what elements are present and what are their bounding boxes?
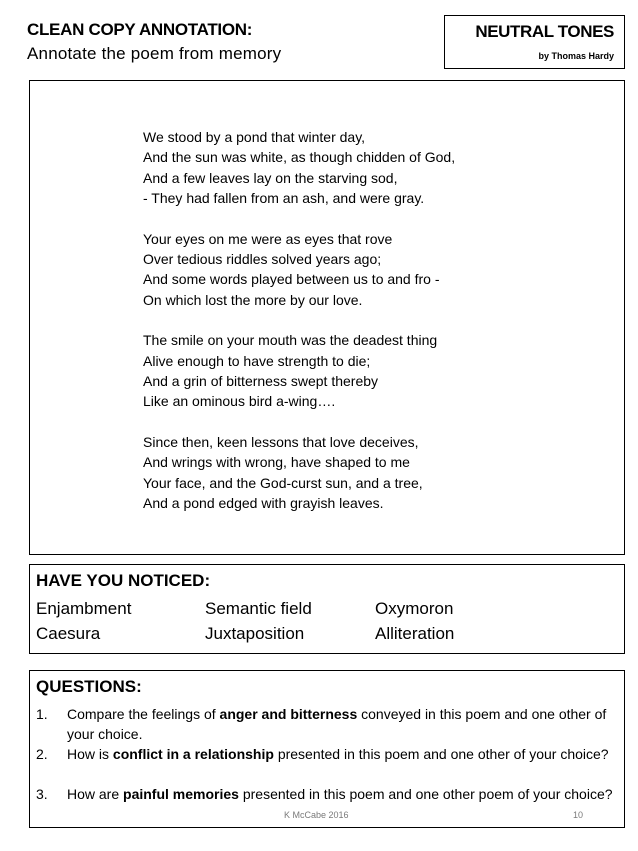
poem-line: - They had fallen from an ash, and were gray. <box>143 190 425 207</box>
poem-line: Alive enough to have strength to die; <box>143 352 371 369</box>
poem-line: We stood by a pond that winter day, <box>143 129 366 145</box>
poem-line: Since then, keen lessons that love deceives, <box>143 433 419 450</box>
question-text: Compare the feelings of anger and bitterness conveyed in this poem and one other of your choice. <box>67 706 607 742</box>
poem-line: On which lost the more by our love. <box>143 291 363 308</box>
poem-stanza <box>143 229 455 311</box>
question-keyword: conflict in a relationship <box>112 746 274 762</box>
footer-author: K McCabe 2016 <box>284 810 349 820</box>
poem-title-box <box>444 15 625 69</box>
term-juxtaposition: Juxtaposition <box>205 624 305 643</box>
poem-stanza <box>143 127 455 209</box>
poem-line: And wrings with wrong, have shaped to me <box>143 454 410 471</box>
poem-author: by Thomas Hardy <box>538 51 614 61</box>
poem-stanza <box>143 330 455 412</box>
poem-title: NEUTRAL TONES <box>475 22 614 41</box>
header-title: CLEAN COPY ANNOTATION: <box>27 20 253 39</box>
question-item <box>36 784 616 804</box>
poem-line: Over tedious riddles solved years ago; <box>143 251 382 268</box>
term-caesura: Caesura <box>36 624 101 643</box>
term-oxymoron: Oxymoron <box>375 599 454 618</box>
questions-title: QUESTIONS: <box>36 677 142 696</box>
question-text: How are painful memories presented in this poem and one other poem of your choice? <box>67 786 613 802</box>
poem-stanza <box>143 432 455 514</box>
question-text: How is conflict in a relationship presented in this poem and one other of your choice? <box>67 746 609 762</box>
poem-line: And some words played between us to and fro - <box>143 271 440 288</box>
question-number: 2. <box>36 746 48 762</box>
page-number: 10 <box>573 810 584 820</box>
poem-line: Like an ominous bird a-wing…. <box>143 393 336 410</box>
poem-line: The smile on your mouth was the deadest thing <box>143 332 438 349</box>
questions-box <box>29 670 625 828</box>
question-keyword: painful memories <box>123 786 239 802</box>
poem-line: And the sun was white, as though chidden of God, <box>143 149 456 166</box>
header-subtitle: Annotate the poem from memory <box>27 44 282 63</box>
question-item <box>36 744 616 764</box>
term-alliteration: Alliteration <box>375 624 455 643</box>
poem-line: Your face, and the God-curst sun, and a tree, <box>143 474 423 491</box>
poem-line: And a grin of bitterness swept thereby <box>143 373 379 390</box>
noticed-title: HAVE YOU NOTICED: <box>36 571 211 590</box>
poem-line: And a pond edged with grayish leaves. <box>143 495 384 512</box>
question-keyword: anger and bitterness <box>219 706 358 722</box>
question-number: 3. <box>36 786 48 802</box>
poem-text <box>143 127 455 514</box>
term-enjambment: Enjambment <box>36 599 132 618</box>
question-item <box>36 704 616 744</box>
poem-line: Your eyes on me were as eyes that rove <box>143 230 393 247</box>
question-number: 1. <box>36 706 48 722</box>
term-semantic-field: Semantic field <box>205 599 312 618</box>
noticed-box <box>29 564 625 654</box>
poem-line: And a few leaves lay on the starving sod, <box>143 169 398 186</box>
